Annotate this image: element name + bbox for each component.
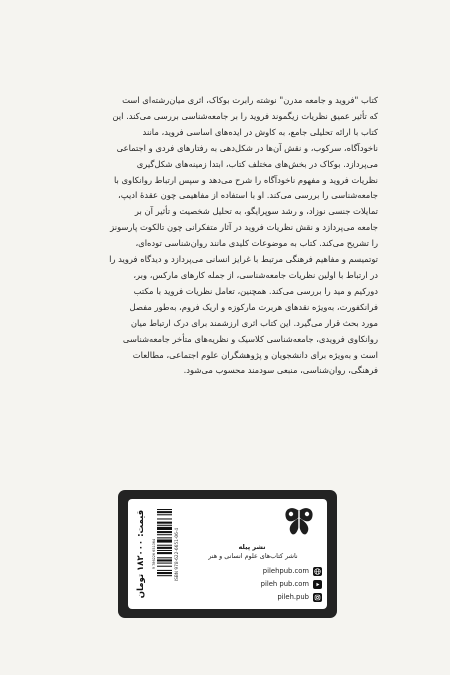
barcode-bar [157,566,172,567]
barcode-bar [157,563,172,564]
instagram-icon [313,593,322,602]
youtube-row [212,579,322,589]
price-text: قیمت: ۱۸۲۰۰۰ تومان [136,509,146,599]
website-row [212,566,322,576]
barcode-bar [157,557,172,558]
barcode-bar [157,539,172,542]
blurb-line: جامعه می‌پردازد و نقش نظریات فروید در آثار متفکرانی چون تالکوت پارسونز [110,222,378,233]
instagram-text: pileh.pub [277,593,309,601]
barcode-bar [157,518,172,519]
publisher-name: نشر پیله [238,543,266,551]
youtube-icon [313,580,322,589]
barcode-bar [157,572,172,574]
back-cover-blurb [84,93,378,379]
barcode-bar [157,570,172,571]
blurb-line: کتاب با ارائه تحلیلی جامع، به کاوش در ایده‌های اساسی فروید، مانند [142,126,378,137]
blurb-line: فرانکفورت، به‌ویژه نقدهای هربرت مارکوزه و اریک فروم، به‌طور مفصل [129,301,378,312]
blurb-line: روانکاوی فرویدی، جامعه‌شناسی کلاسیک و نظریه‌های متأخر جامعه‌شناسی [122,333,378,344]
blurb-line: ناخودآگاه، سرکوب، و نقش آن‌ها در شکل‌دهی به رفتارهای فردی و اجتماعی [116,142,378,153]
instagram-row [212,592,322,602]
isbn-label [174,503,182,605]
website-text: pilehpub.com [262,567,309,575]
blurb-line: که تأثیر عمیق نظریات زیگموند فروید را بر جامعه‌شناسی بررسی می‌کند. این [112,110,378,121]
butterfly-logo-icon [280,503,318,541]
isbn-text: ISBN 978-622-6651-06-4 [175,527,181,581]
blurb-line: توتمیسم و مفاهیم فرهنگی مرتبط با غرایز انسانی می‌پردازد و دیدگاه فروید را [109,254,378,265]
blurb-line: مورد بحث قرار می‌گیرد. این کتاب اثری ارزشمند برای درک ارتباط میان [130,317,378,328]
barcode-bar [157,525,172,526]
barcode-bar [157,527,172,530]
barcode-bar [157,545,172,546]
barcode-bar [157,550,172,551]
barcode-bar [157,537,172,538]
barcode-graphic [152,503,174,605]
barcode-bar [157,575,172,576]
blurb-line: است و به‌ویژه برای دانشجویان و پژوهشگران علوم اجتماعی، مطالعات [132,349,378,360]
blurb-line: را تشریح می‌کند. کتاب به موضوعات کلیدی مانند روان‌شناسی توده‌ای، [135,238,378,249]
blurb-line: جامعه‌شناسی را بررسی می‌کند. او با استفاده از مفاهیمی چون عقدهٔ ادیپ، [118,190,378,201]
publisher-info-panel [118,490,337,618]
blurb-line: دورکیم و مید را بررسی می‌کند. همچنین، تعامل نظریات فروید با مکتب [133,285,378,296]
barcode-bar [157,552,172,554]
barcode-bar [157,559,172,561]
youtube-text: pileh pub.com [260,580,309,588]
barcode-bar [157,511,172,513]
blurb-line: نظریات فروید و مفهوم ناخودآگاه را شرح می‌دهد و سپس ارتباط روانکاوی با [113,174,378,185]
publisher-tagline: ناشر کتاب‌های علوم انسانی و هنر [208,552,298,560]
globe-icon [313,567,322,576]
barcode-digits: 9 786226 651064 [152,538,156,570]
blurb-line: در ارتباط با اولین نظریات جامعه‌شناسی، از جمله کارهای مارکس، وبر، [133,269,378,280]
blurb-line: می‌پردازد. بوکاک در بخش‌های مختلف کتاب، ابتدا زمینه‌های شکل‌گیری [136,158,378,169]
barcode-bar [157,531,172,533]
barcode-bar [157,534,172,535]
publisher-logo [280,503,318,541]
blurb-line: کتاب "فروید و جامعه مدرن" نوشته رابرت بوکاک، اثری میان‌رشته‌ای است [122,95,378,105]
barcode-bar [157,522,172,524]
barcode-bar [157,514,172,515]
barcode-bar [157,509,172,510]
blurb-line: تمایلات جنسی نوزاد، و رشد سوپرایگو، به تحلیل شخصیت و تأثیر آن بر [134,206,378,217]
price-label [131,503,151,605]
barcode-bar [157,547,172,549]
barcode [152,503,174,605]
publisher-card [128,499,327,609]
blurb-line: فرهنگی، روان‌شناسی، منبعی سودمند محسوب می‌شود. [183,365,378,376]
